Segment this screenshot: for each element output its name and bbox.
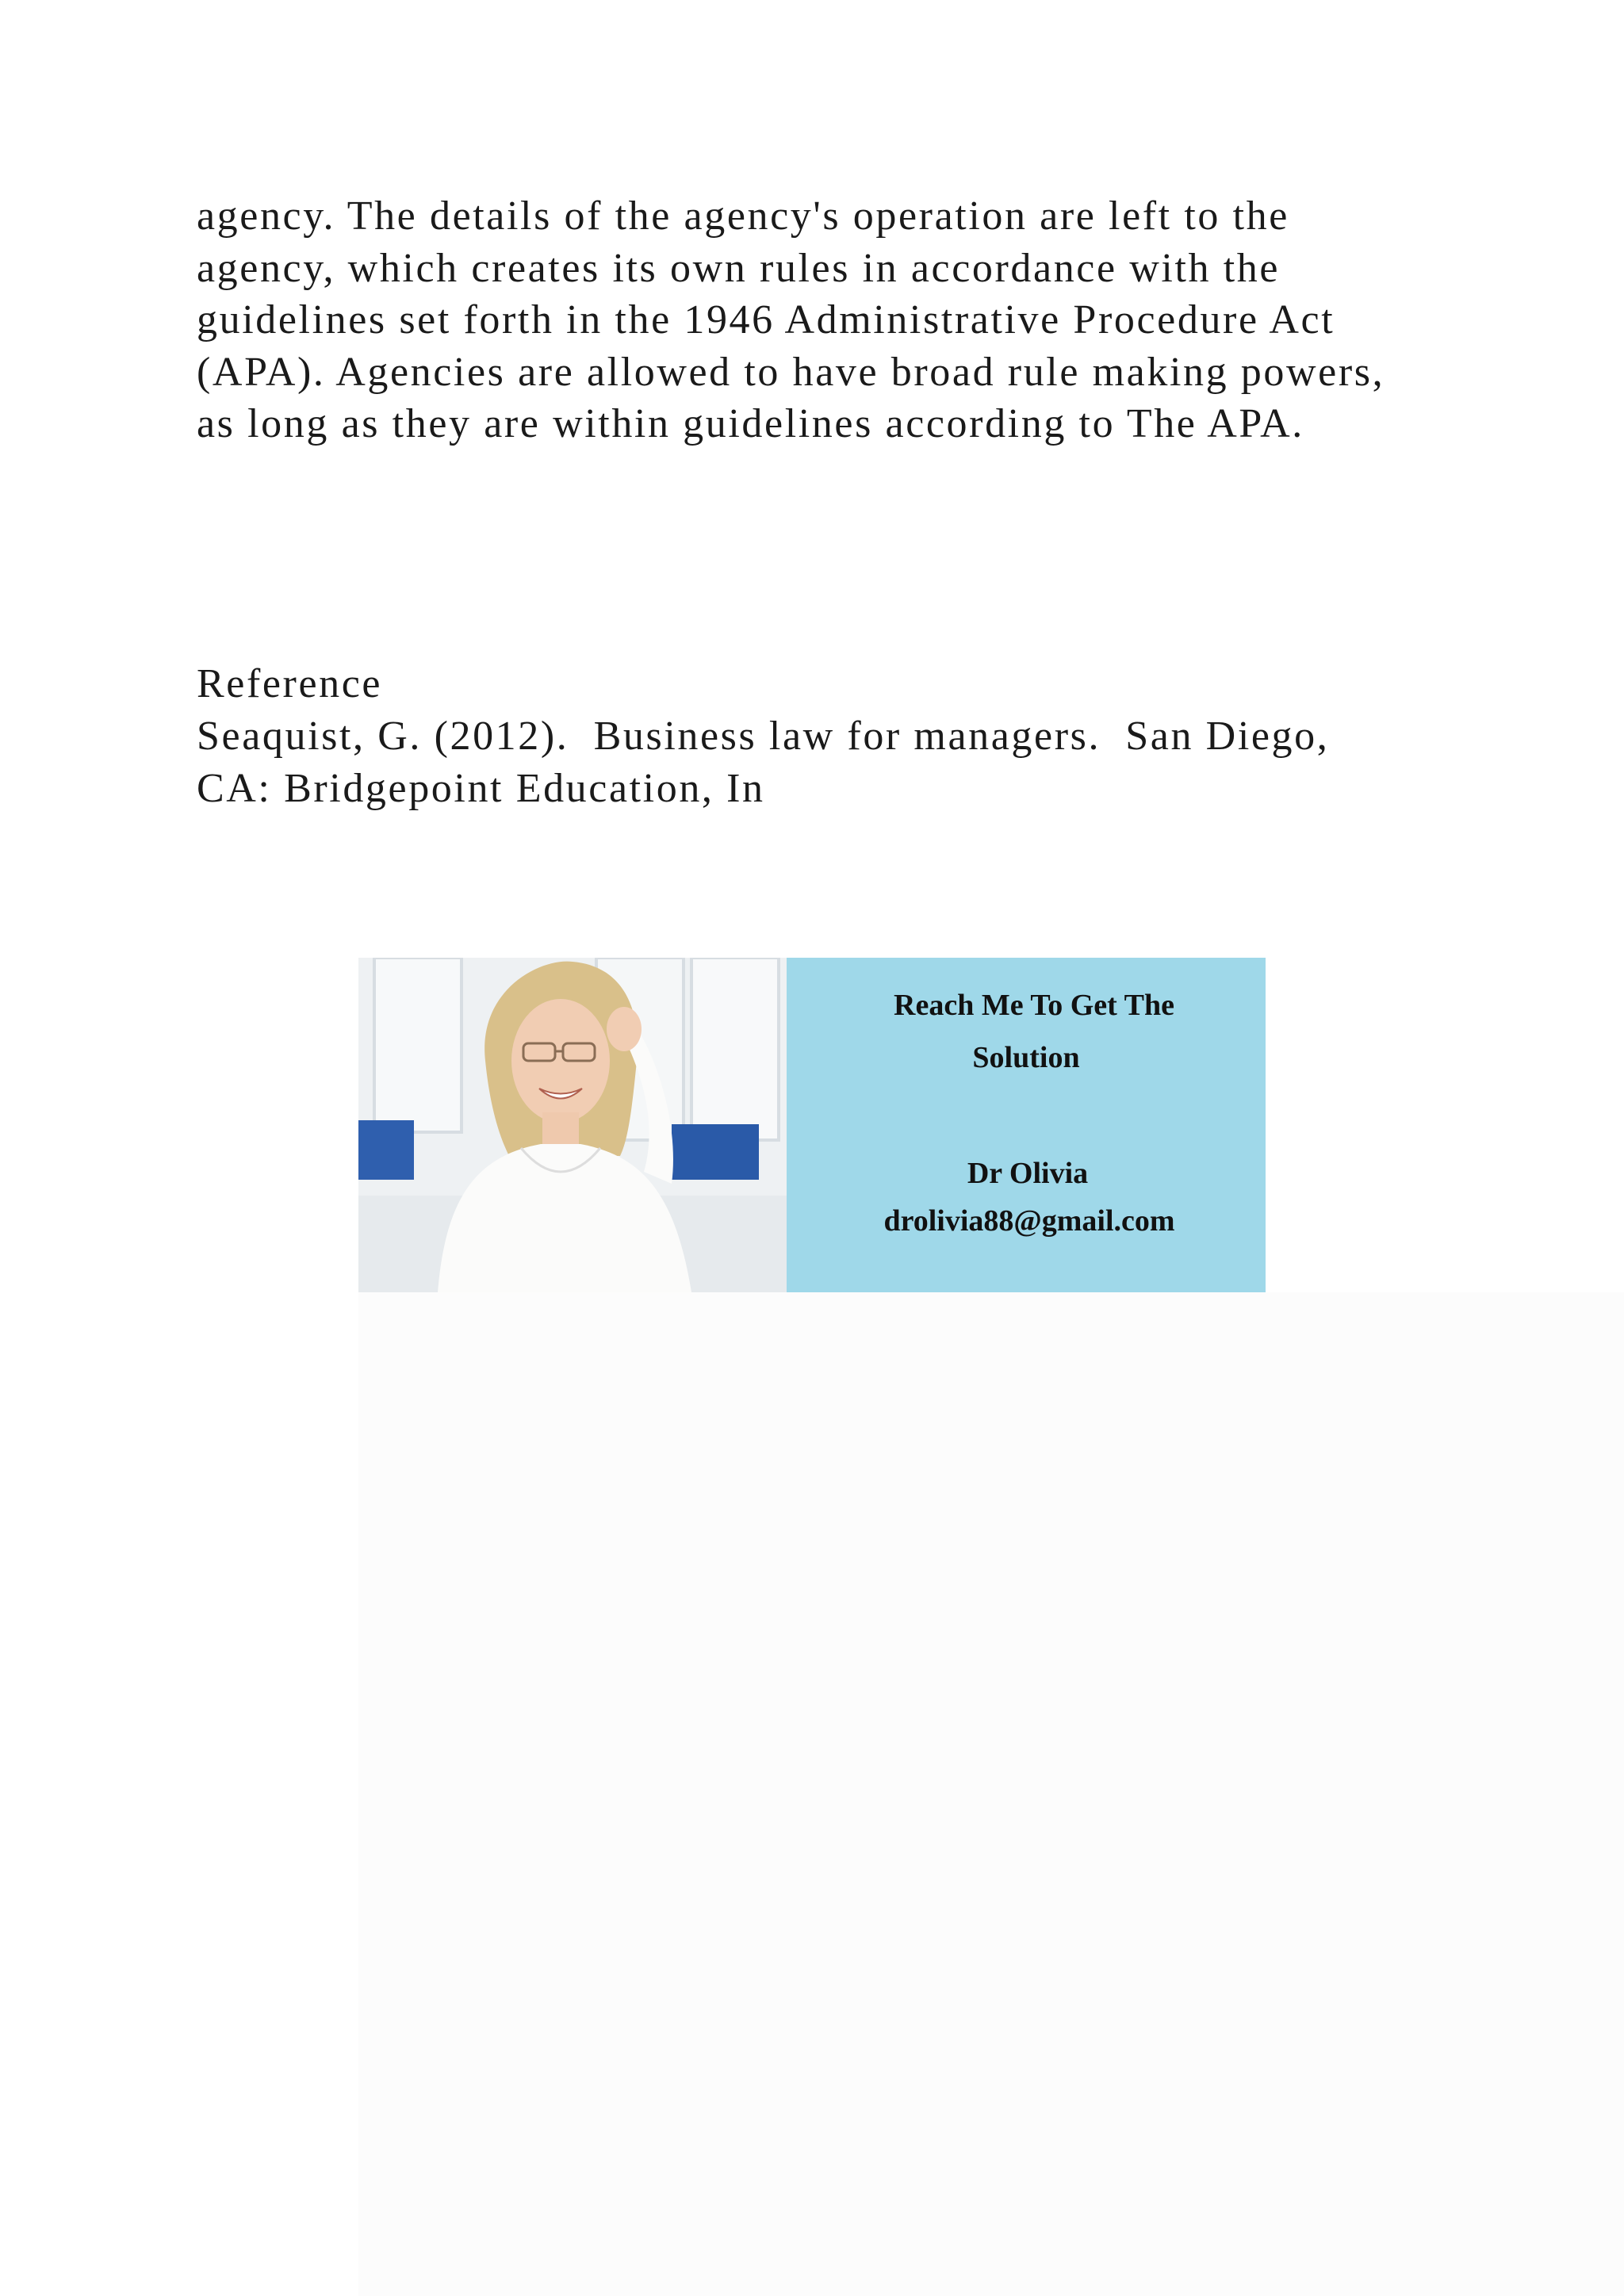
- citation-line: CA: Bridgepoint Education, In: [197, 765, 765, 811]
- blank-area: [358, 1292, 1624, 2296]
- paragraph-line: agency, which creates its own rules in accordance with the: [197, 245, 1281, 291]
- banner-headline: Reach Me To Get The: [894, 989, 1174, 1022]
- banner-headline-continued: Solution: [972, 1041, 1080, 1074]
- reference-heading: Reference: [197, 661, 383, 706]
- reference-citation: [197, 710, 1497, 814]
- woman-portrait-photo: [358, 958, 787, 1292]
- contact-email[interactable]: drolivia88@gmail.com: [883, 1204, 1175, 1238]
- citation-line: Seaquist, G. (2012). Business law for managers. San Diego,: [197, 714, 1330, 759]
- portrait-illustration: [358, 958, 787, 1292]
- contact-banner[interactable]: [358, 958, 1266, 1292]
- contact-name: Dr Olivia: [967, 1157, 1089, 1190]
- paragraph-line: as long as they are within guidelines according to The APA.: [197, 401, 1304, 446]
- paragraph-line: guidelines set forth in the 1946 Administrative Procedure Act: [197, 297, 1335, 342]
- body-paragraph: [197, 190, 1497, 450]
- paragraph-line: (APA). Agencies are allowed to have broad rule making powers,: [197, 349, 1385, 395]
- paragraph-line: agency. The details of the agency's operation are left to the: [197, 193, 1289, 239]
- contact-info-panel: [787, 958, 1266, 1292]
